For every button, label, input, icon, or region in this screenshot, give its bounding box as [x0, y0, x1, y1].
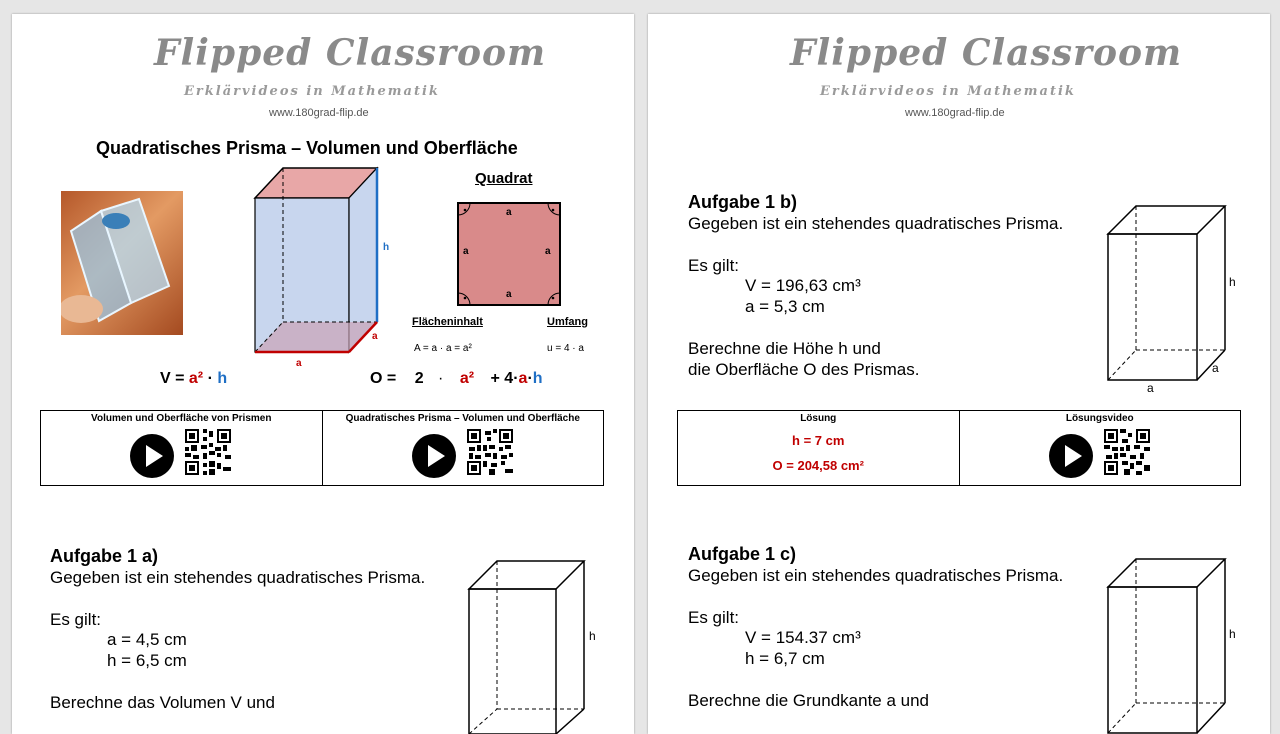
surface-formula-a: a — [518, 370, 528, 387]
task-1b-h-label: h — [1229, 275, 1236, 289]
video-links-box — [40, 410, 604, 486]
prism-height-label: h — [383, 242, 390, 253]
square-top-label: a — [506, 207, 512, 218]
logo-subtitle: Erklärvideos in Mathematik — [184, 84, 440, 99]
video-link-1[interactable] — [41, 411, 322, 485]
solution-video-link[interactable] — [959, 411, 1241, 485]
task-1a-given-label: Es gilt: — [50, 610, 102, 629]
solution-title: Lösung — [800, 413, 837, 424]
area-formula: A = a · a = a² — [414, 343, 472, 354]
task-1c-intro: Gegeben ist ein stehendes quadratisches Prisma. — [688, 566, 1064, 585]
qr-code-icon[interactable] — [467, 429, 513, 475]
volume-formula-dot: · — [203, 370, 218, 387]
task-1b-bottom-label: a — [1147, 381, 1154, 395]
task-1c-given-label: Es gilt: — [688, 608, 740, 627]
surface-formula-dot3: · — [527, 370, 533, 387]
logo-url: www.180grad-flip.de — [269, 107, 369, 119]
prism-bottom-label: a — [296, 358, 302, 369]
worksheet-page-right — [648, 14, 1270, 734]
task-1c-h-label: h — [1229, 627, 1236, 641]
task-1a-given-1: a = 4,5 cm — [107, 630, 187, 649]
volume-formula-a: a² — [188, 370, 204, 387]
play-icon[interactable] — [1049, 434, 1093, 478]
prism-photo — [61, 191, 183, 335]
task-1a-question: Berechne das Volumen V und — [50, 693, 275, 712]
qr-code-icon[interactable] — [185, 429, 231, 475]
task-1a-title: Aufgabe 1 a) — [50, 546, 159, 566]
qr-code-icon[interactable] — [1104, 429, 1150, 475]
task-1c-question: Berechne die Grundkante a und — [688, 691, 930, 710]
surface-formula-prefix: O = — [370, 370, 397, 387]
task-1b-intro: Gegeben ist ein stehendes quadratisches Prisma. — [688, 214, 1064, 233]
solution-box — [677, 410, 1241, 486]
play-icon[interactable] — [412, 434, 456, 478]
task-1a-prism-diagram — [467, 559, 587, 734]
area-heading: Flächeninhalt — [412, 316, 483, 328]
video-link-1-title: Volumen und Oberfläche von Prismen — [91, 413, 272, 424]
task-1c-prism-diagram — [1106, 557, 1231, 734]
task-1b-given-1: V = 196,63 cm³ — [745, 276, 861, 295]
surface-formula-plus: + 4 — [490, 370, 514, 387]
video-link-2-title: Quadratisches Prisma – Volumen und Oberfläche — [345, 413, 580, 424]
logo-title: Flipped Classroom — [790, 32, 1183, 74]
video-link-2[interactable] — [322, 411, 604, 485]
surface-formula-h: h — [532, 370, 543, 387]
surface-formula — [370, 370, 543, 388]
logo-subtitle: Erklärvideos in Mathematik — [820, 84, 1076, 99]
volume-formula — [160, 370, 227, 388]
volume-formula-h: h — [217, 370, 228, 387]
solution-cell — [678, 411, 959, 485]
solution-video-title: Lösungsvideo — [1065, 413, 1134, 424]
prism-diagram — [250, 166, 390, 366]
surface-formula-two: 2 — [414, 370, 424, 387]
surface-formula-dot2: · — [513, 370, 519, 387]
worksheet-page-left — [12, 14, 634, 734]
task-1b-question-2: die Oberfläche O des Prismas. — [688, 360, 920, 379]
task-1a-h-label: h — [589, 629, 596, 643]
task-1c-title: Aufgabe 1 c) — [688, 544, 797, 564]
logo-url: www.180grad-flip.de — [905, 107, 1005, 119]
task-1b-question-1: Berechne die Höhe h und — [688, 339, 881, 358]
solution-line-2: O = 204,58 cm² — [772, 458, 864, 473]
task-1b-given-2: a = 5,3 cm — [745, 297, 825, 316]
page-title: Quadratisches Prisma – Volumen und Oberfläche — [96, 138, 518, 158]
play-icon[interactable] — [130, 434, 174, 478]
prism-side-label: a — [372, 331, 378, 342]
surface-formula-a2: a² — [459, 370, 475, 387]
task-1b-given-label: Es gilt: — [688, 256, 740, 275]
volume-formula-prefix: V = — [160, 370, 189, 387]
logo-title: Flipped Classroom — [154, 32, 547, 74]
task-1b-side-label: a — [1212, 361, 1219, 375]
surface-formula-dot1: · — [438, 370, 444, 387]
square-bottom-label: a — [506, 289, 512, 300]
square-right-label: a — [545, 246, 551, 257]
square-left-label: a — [463, 246, 469, 257]
task-1b-prism-diagram — [1106, 204, 1231, 384]
task-1a-intro: Gegeben ist ein stehendes quadratisches Prisma. — [50, 568, 426, 587]
task-1a-given-2: h = 6,5 cm — [107, 651, 187, 670]
task-1b-title: Aufgabe 1 b) — [688, 192, 798, 212]
glass-prism-image — [61, 191, 183, 335]
perimeter-heading: Umfang — [547, 316, 588, 328]
task-1c-given-2: h = 6,7 cm — [745, 649, 825, 668]
perimeter-formula: u = 4 · a — [547, 343, 584, 354]
square-heading: Quadrat — [475, 170, 533, 187]
task-1c-given-1: V = 154.37 cm³ — [745, 628, 861, 647]
solution-line-1: h = 7 cm — [792, 433, 845, 448]
